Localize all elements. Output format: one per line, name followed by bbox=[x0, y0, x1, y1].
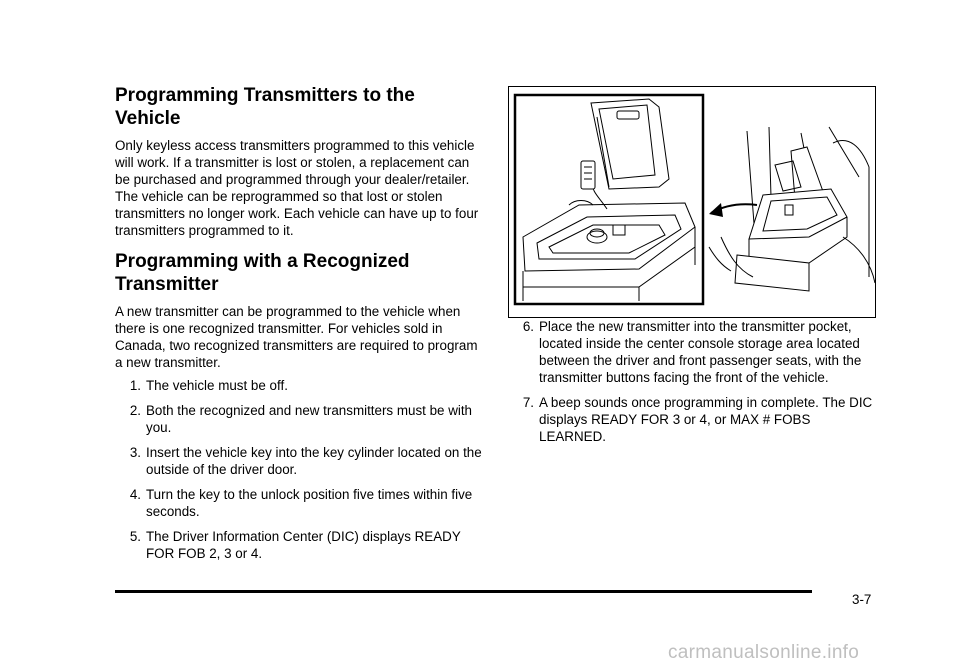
step-item bbox=[115, 402, 485, 436]
step-number: 1. bbox=[129, 378, 141, 393]
arrow-head bbox=[709, 203, 723, 217]
step-text: Place the new transmitter into the transmitter pocket, located inside the center console storage area located between the driver and front passenger seats, with the transmitter buttons facing the front of the vehicle. bbox=[539, 319, 862, 385]
step-item bbox=[508, 394, 878, 445]
steps-list-1-5 bbox=[115, 377, 485, 562]
section-heading-recognized-transmitter: Programming with a Recognized Transmitter bbox=[115, 251, 410, 295]
step-item bbox=[508, 318, 878, 386]
step-text: The Driver Information Center (DIC) displays READY FOR FOB 2, 3 or 4. bbox=[146, 529, 461, 561]
watermark: carmanualsonline.info bbox=[668, 642, 860, 663]
step-number: 7. bbox=[522, 395, 534, 410]
page-number: 3-7 bbox=[852, 592, 872, 607]
recognized-transmitter-paragraph: A new transmitter can be programmed to the vehicle when there is one recognized transmitter. For vehicles sold in Canada, two recognized transmitters are required to program a new transmitter. bbox=[115, 304, 478, 370]
illustration-svg bbox=[509, 87, 877, 319]
step-number: 4. bbox=[129, 487, 141, 502]
intro-paragraph: Only keyless access transmitters programmed to this vehicle will work. If a transmitter is lost or stolen, a replacement can be purchased and programmed through your dealer/retailer. The vehicle can be reprogrammed so that lost or stolen transmitters no longer work. Each vehicle can have up to four transmitters programmed to it. bbox=[115, 138, 479, 238]
left-column bbox=[115, 84, 485, 570]
step-text: Insert the vehicle key into the key cylinder located on the outside of the driver door. bbox=[146, 445, 482, 477]
step-number: 3. bbox=[129, 445, 141, 460]
step-item bbox=[115, 486, 485, 520]
right-column bbox=[508, 86, 878, 453]
section-heading-programming-transmitters: Programming Transmitters to the Vehicle bbox=[115, 85, 415, 129]
step-text: Turn the key to the unlock position five times within five seconds. bbox=[146, 487, 473, 519]
console-transmitter-pocket-illustration bbox=[508, 86, 876, 318]
step-text: The vehicle must be off. bbox=[146, 378, 288, 393]
steps-list-6-7 bbox=[508, 318, 878, 445]
step-item bbox=[115, 377, 485, 394]
step-text: Both the recognized and new transmitters must be with you. bbox=[146, 403, 473, 435]
step-item bbox=[115, 444, 485, 478]
step-number: 2. bbox=[129, 403, 141, 418]
vehicle-interior-drawing bbox=[709, 127, 875, 291]
footer-rule bbox=[115, 590, 812, 593]
step-text: A beep sounds once programming in complete. The DIC displays READY FOR 3 or 4, or MAX # FOBS LEARNED. bbox=[539, 395, 873, 444]
step-item bbox=[115, 528, 485, 562]
step-number: 6. bbox=[522, 319, 534, 334]
step-number: 5. bbox=[129, 529, 141, 544]
